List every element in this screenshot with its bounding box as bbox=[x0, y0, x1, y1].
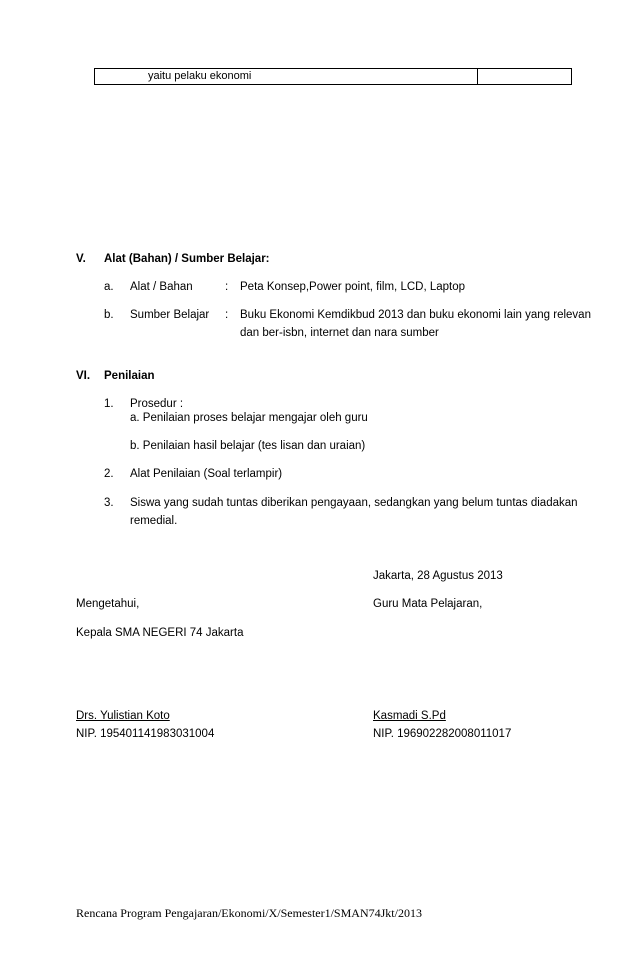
section-v-item-b-label: Sumber Belajar bbox=[130, 309, 210, 321]
signature-right-name: Kasmadi S.Pd bbox=[373, 710, 446, 722]
section-vi-number: VI. bbox=[76, 370, 91, 382]
page-footer: Rencana Program Pengajaran/Ekonomi/X/Semester1/SMAN74Jkt/2013 bbox=[76, 906, 422, 920]
section-v-item-b-colon: : bbox=[225, 309, 229, 321]
section-v-item-a-value: Peta Konsep,Power point, film, LCD, Laptop bbox=[240, 281, 466, 293]
section-v-item-b-value-line2: dan ber-isbn, internet dan nara sumber bbox=[240, 327, 439, 339]
section-v-item-a-label: Alat / Bahan bbox=[130, 281, 193, 293]
section-v-item-a-letter: a. bbox=[104, 281, 114, 293]
section-vi-item-1-number: 1. bbox=[104, 398, 114, 410]
section-vi-item-1-sub-a: a. Penilaian proses belajar mengajar oleh guru bbox=[130, 412, 368, 424]
section-vi-item-1-text: Prosedur : bbox=[130, 398, 184, 410]
section-v-item-a-colon: : bbox=[225, 281, 229, 293]
signature-left-name: Drs. Yulistian Koto bbox=[76, 710, 170, 722]
signature-right-nip: NIP. 196902282008011017 bbox=[373, 728, 512, 740]
signature-left-role: Kepala SMA NEGERI 74 Jakarta bbox=[76, 627, 244, 639]
signature-left-heading: Mengetahui, bbox=[76, 598, 140, 610]
section-vi-item-2-number: 2. bbox=[104, 468, 114, 480]
section-vi-item-1-sub-b: b. Penilaian hasil belajar (tes lisan dan uraian) bbox=[130, 440, 366, 452]
section-vi-title: Penilaian bbox=[104, 370, 155, 382]
section-vi-item-3-number: 3. bbox=[104, 497, 114, 509]
section-v-item-b-letter: b. bbox=[104, 309, 114, 321]
signature-left-nip: NIP. 195401141983031004 bbox=[76, 728, 215, 740]
section-v-number: V. bbox=[76, 253, 86, 265]
table-column-divider bbox=[477, 69, 478, 84]
table-fragment bbox=[94, 68, 572, 85]
section-v-item-b-value-line1: Buku Ekonomi Kemdikbud 2013 dan buku ekonomi lain yang relevan bbox=[240, 309, 591, 321]
section-vi-item-3-text-line1: Siswa yang sudah tuntas diberikan pengayaan, sedangkan yang belum tuntas diadakan bbox=[130, 497, 578, 509]
section-vi-item-2-text: Alat Penilaian (Soal terlampir) bbox=[130, 468, 283, 480]
section-vi-item-3-text-line2: remedial. bbox=[130, 515, 178, 527]
signature-place-date: Jakarta, 28 Agustus 2013 bbox=[373, 570, 503, 582]
section-v-title: Alat (Bahan) / Sumber Belajar: bbox=[104, 253, 270, 265]
signature-right-heading: Guru Mata Pelajaran, bbox=[373, 598, 483, 610]
table-cell-text: yaitu pelaku ekonomi bbox=[148, 70, 252, 82]
